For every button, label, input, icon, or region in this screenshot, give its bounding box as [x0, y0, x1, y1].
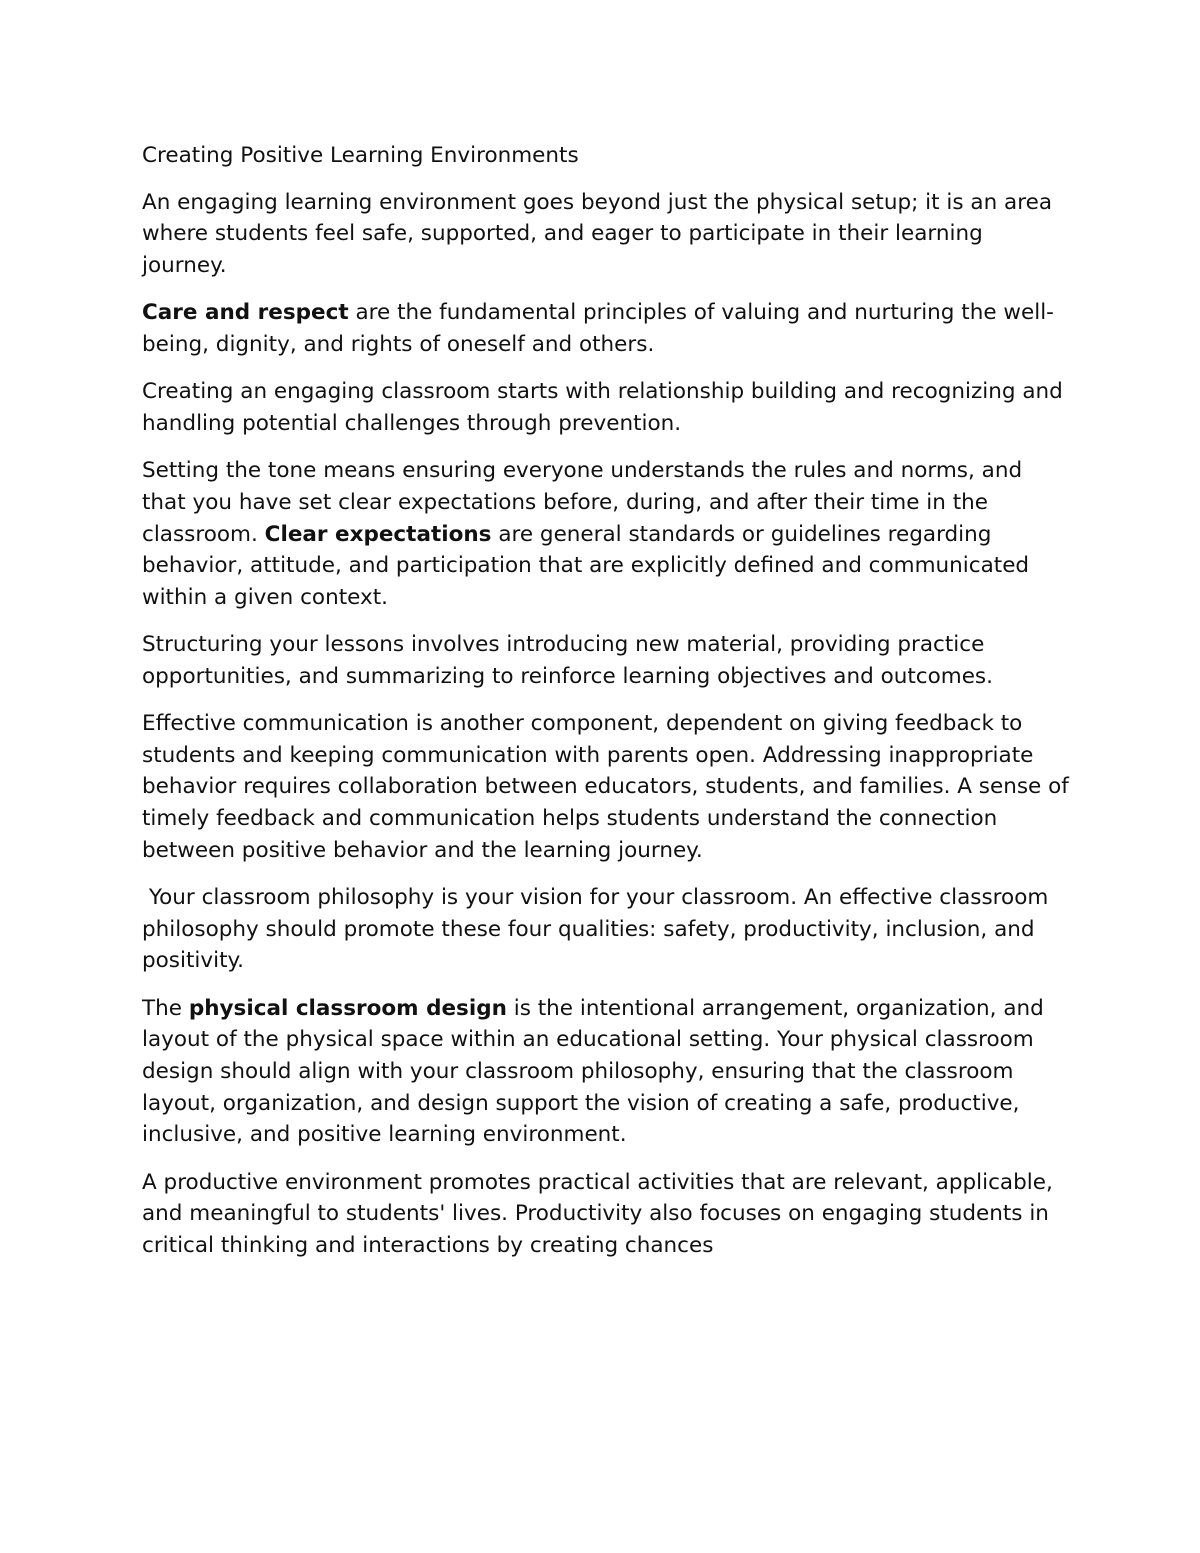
- term-care-and-respect: Care and respect: [142, 300, 349, 326]
- paragraph-setting-the-tone: [142, 455, 1072, 614]
- paragraph-setting-the-tone-text: Setting the tone means ensuring everyone understands the rules and norms, and that you have set clear expectations before, during, and after their time in the classroom.: [142, 458, 1023, 547]
- term-physical-classroom-design: physical classroom design: [188, 995, 507, 1021]
- paragraph-care-and-respect-text: are the fundamental principles of valuing and nurturing the well-being, dignity, and rights of oneself and others.: [142, 300, 1054, 358]
- paragraph-physical-design: [142, 993, 1072, 1152]
- paragraph-physical-design-lead: The: [142, 995, 189, 1021]
- term-clear-expectations: Clear expectations: [264, 521, 492, 547]
- document-page: [142, 140, 1072, 1277]
- paragraph-care-and-respect: [142, 297, 1072, 360]
- paragraph-productive-environment: A productive environment promotes practical activities that are relevant, applicable, and meaningful to students' lives. Productivity also focuses on engaging students in critical thinking and interactions by creating chances: [142, 1169, 1053, 1259]
- paragraph-intro: An engaging learning environment goes beyond just the physical setup; it is an area where students feel safe, supported, and eager to participate in their learning journey.: [142, 189, 1053, 279]
- document-title: Creating Positive Learning Environments: [142, 143, 579, 168]
- paragraph-classroom-philosophy: Your classroom philosophy is your vision for your classroom. An effective classroom philosophy should promote these four qualities: safety, productivity, inclusion, and positivity.: [142, 885, 1049, 974]
- paragraph-engaging-classroom: Creating an engaging classroom starts with relationship building and recognizing and handling potential challenges through prevention.: [142, 379, 1063, 436]
- paragraph-clear-expectations-text: are general standards or guidelines regarding behavior, attitude, and participation that are explicitly defined and communicated within a given context.: [142, 521, 1030, 610]
- paragraph-effective-communication: Effective communication is another component, dependent on giving feedback to students and keeping communication with parents open. Addressing inappropriate behavior requires collaboration between educators, students, and families. A sense of timely feedback and communication helps students understand the connection between positive behavior and the learning journey.: [142, 711, 1069, 863]
- paragraph-physical-design-text: is the intentional arrangement, organization, and layout of the physical space within an educational setting. Your physical classroom design should align with your classroom philosophy, ensuring that the classroom layout, organization, and design support the vision of creating a safe, productive, inclusive, and positive learning environment.: [142, 995, 1044, 1148]
- paragraph-structuring-lessons: Structuring your lessons involves introducing new material, providing practice opportunities, and summarizing to reinforce learning objectives and outcomes.: [142, 632, 993, 689]
